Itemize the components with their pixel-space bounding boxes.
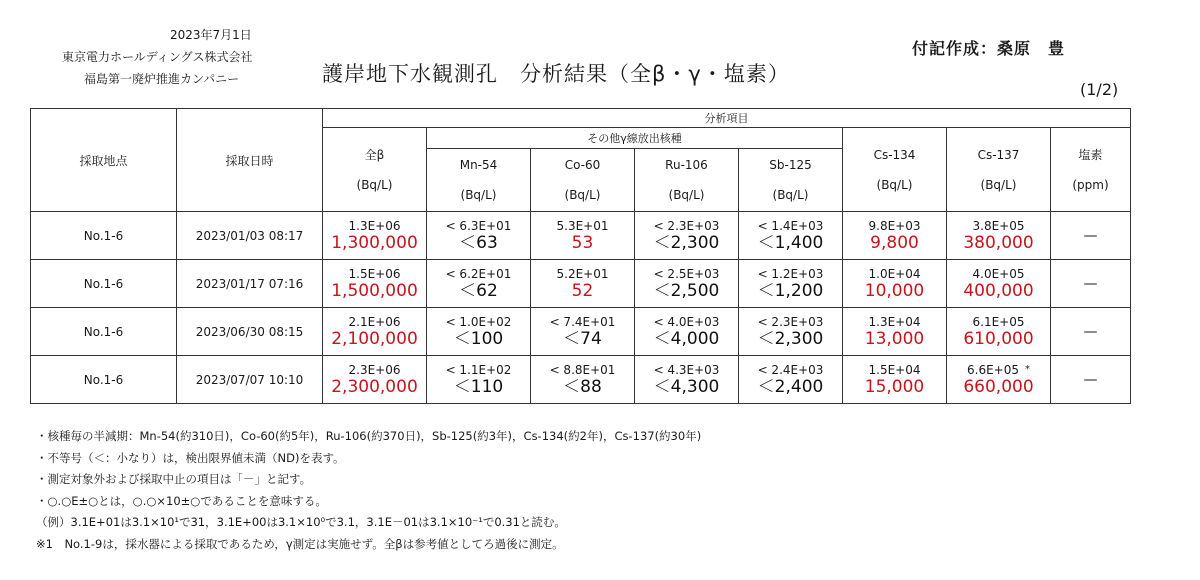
- page-title: 護岸地下水観測孔 分析結果（全β・γ・塩素）: [322, 62, 790, 86]
- cell-beta: 1.3E+06 1,300,000: [323, 212, 427, 260]
- cell-co60: 5.3E+01 53: [531, 212, 635, 260]
- cell-chlorine: —: [1051, 308, 1131, 356]
- cell-cs137: 4.0E+05 400,000: [947, 260, 1051, 308]
- cell-chlorine: —: [1051, 356, 1131, 404]
- cell-mn54: < 1.1E+02 ＜110: [427, 356, 531, 404]
- header-total-beta: 全β (Bq/L): [323, 128, 427, 212]
- header-cs137: Cs-137 (Bq/L): [947, 128, 1051, 212]
- cell-cs137: 6.6E+05 * 660,000: [947, 356, 1051, 404]
- cell-mn54: < 6.2E+01 ＜62: [427, 260, 531, 308]
- cell-sb125: < 1.4E+03 ＜1,400: [739, 212, 843, 260]
- footnote-mark: *: [1025, 363, 1030, 375]
- cell-beta: 2.3E+06 2,300,000: [323, 356, 427, 404]
- cell-cs137: 6.1E+05 610,000: [947, 308, 1051, 356]
- cell-sb125: < 2.3E+03 ＜2,300: [739, 308, 843, 356]
- note-example: （例）3.1E+01は3.1×10¹で31，3.1E+00は3.1×10⁰で3.1，3.1E－01は3.1×10⁻¹で0.31と読む。: [36, 515, 566, 529]
- table-row: [31, 212, 1131, 260]
- table-row: [31, 308, 1131, 356]
- cell-location: No.1-6: [31, 308, 177, 356]
- footnotes: [36, 426, 701, 555]
- header-ru106: Ru-106 (Bq/L): [635, 149, 739, 212]
- cell-beta: 2.1E+06 2,100,000: [323, 308, 427, 356]
- cell-chlorine: —: [1051, 212, 1131, 260]
- cell-ru106: < 4.0E+03 ＜4,000: [635, 308, 739, 356]
- results-table: [30, 108, 1131, 404]
- header-location: 採取地点: [31, 109, 177, 212]
- cell-cs134: 1.5E+04 15,000: [843, 356, 947, 404]
- cell-datetime: 2023/07/07 10:10: [177, 356, 323, 404]
- header-analysis-items: 分析項目: [323, 109, 1131, 128]
- cell-mn54: < 1.0E+02 ＜100: [427, 308, 531, 356]
- cell-cs134: 1.3E+04 13,000: [843, 308, 947, 356]
- note-exponent: ・○.○E±○とは，○.○×10±○であることを意味する。: [36, 493, 327, 508]
- header-co60: Co-60 (Bq/L): [531, 149, 635, 212]
- table-row: [31, 356, 1131, 404]
- note-dash: ・測定対象外および採取中止の項目は「－」と記す。: [36, 472, 312, 486]
- cell-location: No.1-6: [31, 212, 177, 260]
- header-datetime: 採取日時: [177, 109, 323, 212]
- cell-sb125: < 2.4E+03 ＜2,400: [739, 356, 843, 404]
- cell-location: No.1-6: [31, 260, 177, 308]
- cell-co60: < 8.8E+01 ＜88: [531, 356, 635, 404]
- cell-cs134: 1.0E+04 10,000: [843, 260, 947, 308]
- cell-ru106: < 4.3E+03 ＜4,300: [635, 356, 739, 404]
- header-sb125: Sb-125 (Bq/L): [739, 149, 843, 212]
- note-halflife: ・核種毎の半減期：Mn-54(約310日)，Co-60(約5年)，Ru-106(約370日)，Sb-125(約3年)，Cs-134(約2年)，Cs-137(約30年): [36, 429, 702, 443]
- cell-beta: 1.5E+06 1,500,000: [323, 260, 427, 308]
- cell-ru106: < 2.5E+03 ＜2,500: [635, 260, 739, 308]
- report-date: 2023年7月1日: [170, 28, 252, 42]
- cell-cs137: 3.8E+05 380,000: [947, 212, 1051, 260]
- cell-datetime: 2023/06/30 08:15: [177, 308, 323, 356]
- header-mn54: Mn-54 (Bq/L): [427, 149, 531, 212]
- cell-cs134: 9.8E+03 9,800: [843, 212, 947, 260]
- cell-location: No.1-6: [31, 356, 177, 404]
- page-number: (1/2): [1080, 80, 1119, 99]
- table-row: [31, 260, 1131, 308]
- note-footnote-1: ※1 No.1-9は，採水器による採取であるため，γ測定は実施せず。全βは参考値としてろ過後に測定。: [36, 536, 564, 551]
- cell-co60: < 7.4E+01 ＜74: [531, 308, 635, 356]
- cell-co60: 5.2E+01 52: [531, 260, 635, 308]
- cell-mn54: < 6.3E+01 ＜63: [427, 212, 531, 260]
- cell-chlorine: —: [1051, 260, 1131, 308]
- org-name: 東京電力ホールディングス株式会社: [62, 50, 253, 64]
- org-division: 福島第一廃炉推進カンパニー: [84, 72, 240, 86]
- cell-datetime: 2023/01/17 07:16: [177, 260, 323, 308]
- cell-sb125: < 1.2E+03 ＜1,200: [739, 260, 843, 308]
- header-cs134: Cs-134 (Bq/L): [843, 128, 947, 212]
- note-inequality: ・不等号（＜：小なり）は，検出限界値未満（ND)を表す。: [36, 450, 345, 465]
- cell-datetime: 2023/01/03 08:17: [177, 212, 323, 260]
- header-chlorine: 塩素 (ppm): [1051, 128, 1131, 212]
- cell-ru106: < 2.3E+03 ＜2,300: [635, 212, 739, 260]
- header-other-gamma: その他γ線放出核種: [427, 128, 843, 149]
- author-note: 付記作成：桑原 豊: [912, 39, 1066, 58]
